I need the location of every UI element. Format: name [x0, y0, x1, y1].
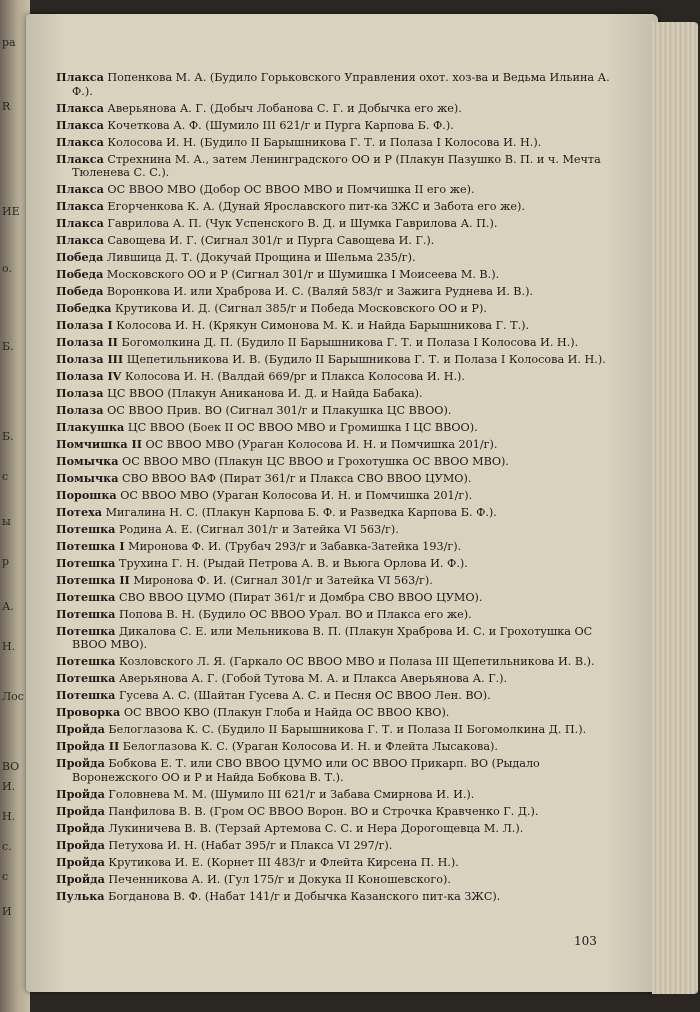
entry-name: Потешка II — [56, 572, 130, 587]
entry-name: Пройда — [56, 803, 105, 818]
entry-text: Попенкова М. А. (Будило Горьковского Управления охот. хоз-ва и Ведьма Ильина А. Ф.). — [72, 71, 610, 98]
list-item — [56, 625, 616, 652]
entry-text: ОС ВВОО Прив. ВО (Сигнал 301/г и Плакушка ЦС ВВОО). — [107, 403, 452, 417]
list-item — [56, 672, 616, 686]
list-item — [56, 102, 616, 116]
entry-name: Потешка — [56, 606, 116, 621]
entry-name: Победа — [56, 267, 104, 282]
entry-text: ОС ВВОО КВО (Плакун Глоба и Найда ОС ВВОО КВО). — [123, 706, 450, 720]
facing-page-fragment: с — [2, 470, 9, 483]
list-item — [56, 822, 616, 836]
entry-text: Петухова И. Н. (Набат 395/г и Плакса VI 297/г). — [108, 838, 393, 852]
list-item — [56, 489, 616, 503]
entry-text: Трухина Г. Н. (Рыдай Петрова А. В. и Вьюга Орлова И. Ф.). — [119, 556, 468, 570]
entry-name: Победка — [56, 301, 112, 315]
list-item — [56, 723, 616, 737]
entry-text: Попова В. Н. (Будило ОС ВВОО Урал. ВО и Плакса его же). — [119, 607, 472, 621]
entry-name: Пройда — [56, 756, 105, 771]
list-item — [56, 591, 616, 605]
entry-text: Панфилова В. В. (Гром ОС ВВОО Ворон. ВО и Строчка Кравченко Г. Д.). — [108, 804, 539, 818]
entry-name: Помычка — [56, 453, 119, 468]
list-item — [56, 319, 616, 333]
list-item — [56, 285, 616, 299]
facing-page-fragment: Б. — [2, 340, 14, 353]
entry-name: Полаза IV — [56, 368, 122, 383]
entry-name: Полаза III — [56, 351, 124, 366]
list-item — [56, 557, 616, 571]
entry-text: Миронова Ф. И. (Трубач 293/г и Забавка-Затейка 193/г). — [128, 539, 462, 553]
entry-text: Крутикова И. Д. (Сигнал 385/г и Победа Московского ОО и Р). — [114, 302, 487, 315]
entry-name: Пройда — [56, 837, 105, 852]
facing-page-fragment: Б. — [2, 430, 14, 443]
facing-page-fragment: И. — [2, 780, 16, 793]
entry-text: Лукиничева В. В. (Терзай Артемова С. С. и Нера Дорогощевца М. Л.). — [108, 821, 524, 835]
facing-page-fragment: ИЕ — [2, 205, 20, 218]
list-item — [56, 805, 616, 819]
entry-name: Пройда — [56, 854, 105, 869]
entry-text: Колосова И. Н. (Будило II Барышникова Г. Т. и Полаза I Колосова И. Н.). — [107, 135, 542, 149]
entry-name: Пройда — [56, 786, 105, 801]
list-item — [56, 873, 616, 887]
entry-text: Колосова И. Н. (Валдай 669/рг и Плакса Колосова И. Н.). — [124, 369, 465, 383]
entry-text: Печенникова А. И. (Гул 175/г и Докука II Коношевского). — [108, 872, 451, 886]
entry-name: Плакса — [56, 182, 104, 197]
entry-name: Плакушка — [56, 419, 125, 434]
facing-page-fragment: ы — [2, 515, 11, 528]
entry-name: Потешка — [56, 589, 116, 604]
entry-text: Богданова В. Ф. (Набат 141/г и Добычка Казанского пит-ка ЗЖС). — [108, 889, 501, 903]
list-item — [56, 788, 616, 802]
page-number: 103 — [574, 934, 597, 948]
entry-text: ОС ВВОО МВО (Добор ОС ВВОО МВО и Помчишка II его же). — [107, 183, 475, 197]
entry-name: Потешка — [56, 623, 116, 638]
list-item — [56, 336, 616, 350]
entry-text: ЦС ВВОО (Боек II ОС ВВОО МВО и Громишка I ЦС ВВОО). — [127, 420, 478, 434]
list-item — [56, 421, 616, 435]
list-item — [56, 136, 616, 150]
list-item — [56, 540, 616, 554]
list-item — [56, 472, 616, 486]
entry-text: СВО ВВОО ЦУМО (Пират 361/г и Домбра СВО ВВОО ЦУМО). — [119, 590, 483, 604]
facing-page-fragment: Лос — [2, 690, 24, 703]
entry-text: Московского ОО и Р (Сигнал 301/г и Шумишка I Моисеева М. В.). — [106, 268, 500, 282]
entry-name: Плакса — [56, 216, 104, 231]
entry-text: Аверьянова А. Г. (Гобой Тутова М. А. и Плакса Аверьянова А. Г.). — [119, 672, 508, 686]
entry-text: Колосова И. Н. (Крякун Симонова М. К. и Найда Барышникова Г. Т.). — [116, 318, 530, 332]
entry-name: Пройда II — [56, 739, 120, 754]
entry-text: Стрехнина М. А., затем Ленинградского ОО и Р (Плакун Пазушко В. П. и ч. Мечта Тюленева С. С.). — [72, 152, 601, 180]
entry-name: Потешка — [56, 555, 116, 570]
entry-text: ЦС ВВОО (Плакун Аниканова И. Д. и Найда Бабака). — [107, 386, 423, 400]
entry-name: Плакса — [56, 151, 104, 166]
list-item — [56, 523, 616, 537]
facing-page-fragment: И — [2, 905, 12, 918]
list-item — [56, 217, 616, 231]
facing-page-fragment: Н. — [2, 810, 16, 823]
entry-text: ОС ВВОО МВО (Ураган Колосова И. Н. и Помчишка 201/г). — [120, 488, 473, 502]
page-stack-edge — [652, 22, 698, 994]
entry-name: Полаза I — [56, 317, 113, 332]
list-item — [56, 574, 616, 588]
list-item — [56, 183, 616, 197]
list-item — [56, 506, 616, 520]
entry-text: Мигалина Н. С. (Плакун Карпова Б. Ф. и Развeдка Карпова Б. Ф.). — [105, 505, 497, 519]
entry-name: Полаза — [56, 402, 104, 417]
entry-list — [56, 71, 616, 907]
entry-text: Белоглазова К. С. (Будило II Барышникова Г. Т. и Полаза II Богомолкина Д. П.). — [108, 723, 587, 737]
entry-text: Гаврилова А. П. (Чук Успенского В. Д. и Шумка Гаврилова А. П.). — [107, 217, 498, 231]
list-item — [56, 268, 616, 282]
entry-name: Плакса — [56, 134, 104, 149]
facing-page-fragment: с. — [2, 840, 12, 853]
list-item — [56, 387, 616, 401]
entry-text: СВО ВВОО ВАФ (Пират 361/г и Плакса СВО ВВОО ЦУМО). — [122, 471, 472, 485]
entry-name: Плакса — [56, 199, 104, 214]
entry-name: Потеха — [56, 504, 102, 519]
entry-name: Потешка I — [56, 538, 125, 553]
entry-name: Пройда — [56, 722, 105, 737]
list-item — [56, 455, 616, 469]
entry-name: Победа — [56, 250, 104, 265]
list-item — [56, 353, 616, 367]
list-item — [56, 890, 616, 904]
entry-name: Пулька — [56, 888, 105, 903]
list-item — [56, 119, 616, 133]
entry-text: Егорченкова К. А. (Дунай Ярославского пит-ка ЗЖС и Забота его же). — [107, 200, 525, 214]
entry-name: Потешка — [56, 654, 116, 669]
entry-name: Потешка — [56, 521, 116, 536]
entry-name: Полаза — [56, 385, 104, 400]
list-item — [56, 302, 616, 316]
book-page — [26, 14, 658, 992]
list-item — [56, 200, 616, 214]
entry-text: Аверьянова А. Г. (Добыч Лобанова С. Г. и Добычка его же). — [107, 101, 462, 115]
list-item — [56, 757, 616, 784]
list-item — [56, 856, 616, 870]
facing-page-fragment: R — [2, 100, 11, 113]
facing-page-fragment: с — [2, 870, 9, 883]
list-item — [56, 404, 616, 418]
list-item — [56, 706, 616, 720]
entry-name: Пройда — [56, 871, 105, 886]
list-item — [56, 370, 616, 384]
entry-name: Потешка — [56, 688, 116, 703]
entry-name: Победа — [56, 284, 104, 299]
facing-page-fragment: ВО — [2, 760, 20, 773]
facing-page-fragment: А. — [2, 600, 14, 613]
list-item — [56, 839, 616, 853]
entry-name: Помычка — [56, 470, 119, 485]
entry-name: Плакса — [56, 70, 104, 84]
entry-text: Белоглазова К. С. (Ураган Колосова И. Н. и Флейта Лысакова). — [122, 740, 498, 754]
list-item — [56, 71, 616, 98]
entry-text: Козловского Л. Я. (Гаркало ОС ВВОО МВО и Полаза III Щепетильникова И. В.). — [119, 655, 595, 669]
entry-text: Бобкова Е. Т. или СВО ВВОО ЦУМО или ОС ВВОО Прикарп. ВО (Рыдало Воронежского ОО и Р и Найда Бобкова В. Т.). — [72, 757, 540, 784]
entry-name: Пройда — [56, 820, 105, 835]
entry-name: Полаза II — [56, 334, 118, 349]
entry-text: Лившица Д. Т. (Докучай Прощина и Шельма 235/г). — [106, 251, 416, 265]
entry-name: Помчишка II — [56, 436, 142, 451]
entry-name: Потешка — [56, 671, 116, 686]
entry-text: Миронова Ф. И. (Сигнал 301/г и Затейка VI 563/г). — [133, 573, 433, 587]
list-item — [56, 655, 616, 669]
list-item — [56, 740, 616, 754]
entry-text: ОС ВВОО МВО (Плакун ЦС ВВОО и Грохотушка ОС ВВОО МВО). — [122, 454, 509, 468]
entry-name: Плакса — [56, 233, 104, 248]
list-item — [56, 438, 616, 452]
list-item — [56, 689, 616, 703]
list-item — [56, 251, 616, 265]
entry-text: Гусева А. С. (Шайтан Гусева А. С. и Песня ОС ВВОО Лен. ВО). — [119, 689, 491, 703]
entry-text: Кочеткова А. Ф. (Шумило III 621/г и Пурга Карпова Б. Ф.). — [107, 118, 454, 132]
facing-page-fragment: р — [2, 555, 10, 568]
entry-text: Родина А. Е. (Сигнал 301/г и Затейка VI 563/г). — [119, 522, 399, 536]
entry-name: Проворка — [56, 705, 121, 720]
list-item — [56, 153, 616, 180]
entry-text: Богомолкина Д. П. (Будило II Барышникова Г. Т. и Полаза I Колосова И. Н.). — [121, 335, 579, 349]
entry-text: ОС ВВОО МВО (Ураган Колосова И. Н. и Помчишка 201/г). — [145, 437, 498, 451]
entry-text: Дикалова С. Е. или Мельникова В. П. (Плакун Храброва И. С. и Грохотушка ОС ВВОО МВО). — [72, 624, 593, 652]
entry-name: Плакса — [56, 100, 104, 115]
list-item — [56, 608, 616, 622]
entry-text: Крутикова И. Е. (Корнет III 483/г и Флейта Кирсена П. Н.). — [108, 855, 459, 869]
entry-name: Плакса — [56, 117, 104, 132]
facing-page-fragment: ра — [2, 36, 16, 49]
entry-text: Щепетильникова И. В. (Будило II Барышникова Г. Т. и Полаза I Колосова И. Н.). — [126, 352, 606, 366]
entry-text: Воронкова И. или Храброва И. С. (Валяй 583/г и Зажига Руднева И. В.). — [106, 285, 534, 299]
facing-page-fragment: о. — [2, 262, 13, 275]
list-item — [56, 234, 616, 248]
entry-text: Головнева М. М. (Шумило III 621/г и Забава Смирнова И. И.). — [108, 787, 475, 801]
facing-page-fragment: Н. — [2, 640, 16, 653]
entry-text: Савощева И. Г. (Сигнал 301/г и Пурга Савощева И. Г.). — [107, 234, 435, 248]
entry-name: Порошка — [56, 487, 117, 502]
